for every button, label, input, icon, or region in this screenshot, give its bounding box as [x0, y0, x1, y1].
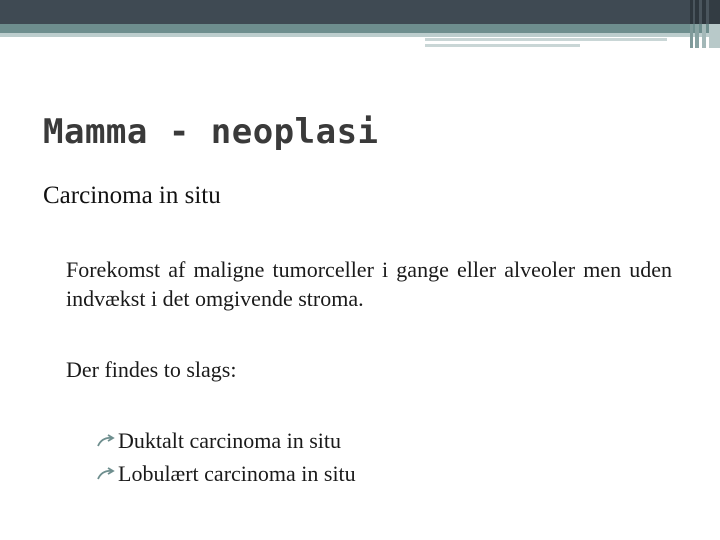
curved-arrow-bullet-icon: [96, 466, 116, 482]
definition-paragraph: Forekomst af maligne tumorceller i gange eller alveoler men uden indvækst i det omgivende stroma.: [66, 257, 672, 311]
header-accent-line: [425, 44, 580, 47]
curved-arrow-bullet-icon: [96, 433, 116, 449]
intro-text: Der findes to slags:: [66, 357, 237, 382]
slide-title: Mamma - neoplasi: [43, 112, 379, 152]
list-item: [96, 424, 356, 457]
list-item: [96, 457, 356, 490]
slide-subtitle: Carcinoma in situ: [43, 182, 221, 209]
header-accent-line: [425, 38, 667, 41]
header-band-teal: [0, 24, 720, 33]
header-band-dark: [0, 0, 720, 24]
header-band-light: [0, 33, 720, 37]
bullet-label: Lobulært carcinoma in situ: [118, 460, 356, 486]
bullet-list: [96, 424, 356, 490]
header-stripes-decoration: [690, 0, 720, 24]
bullet-label: Duktalt carcinoma in situ: [118, 427, 341, 453]
